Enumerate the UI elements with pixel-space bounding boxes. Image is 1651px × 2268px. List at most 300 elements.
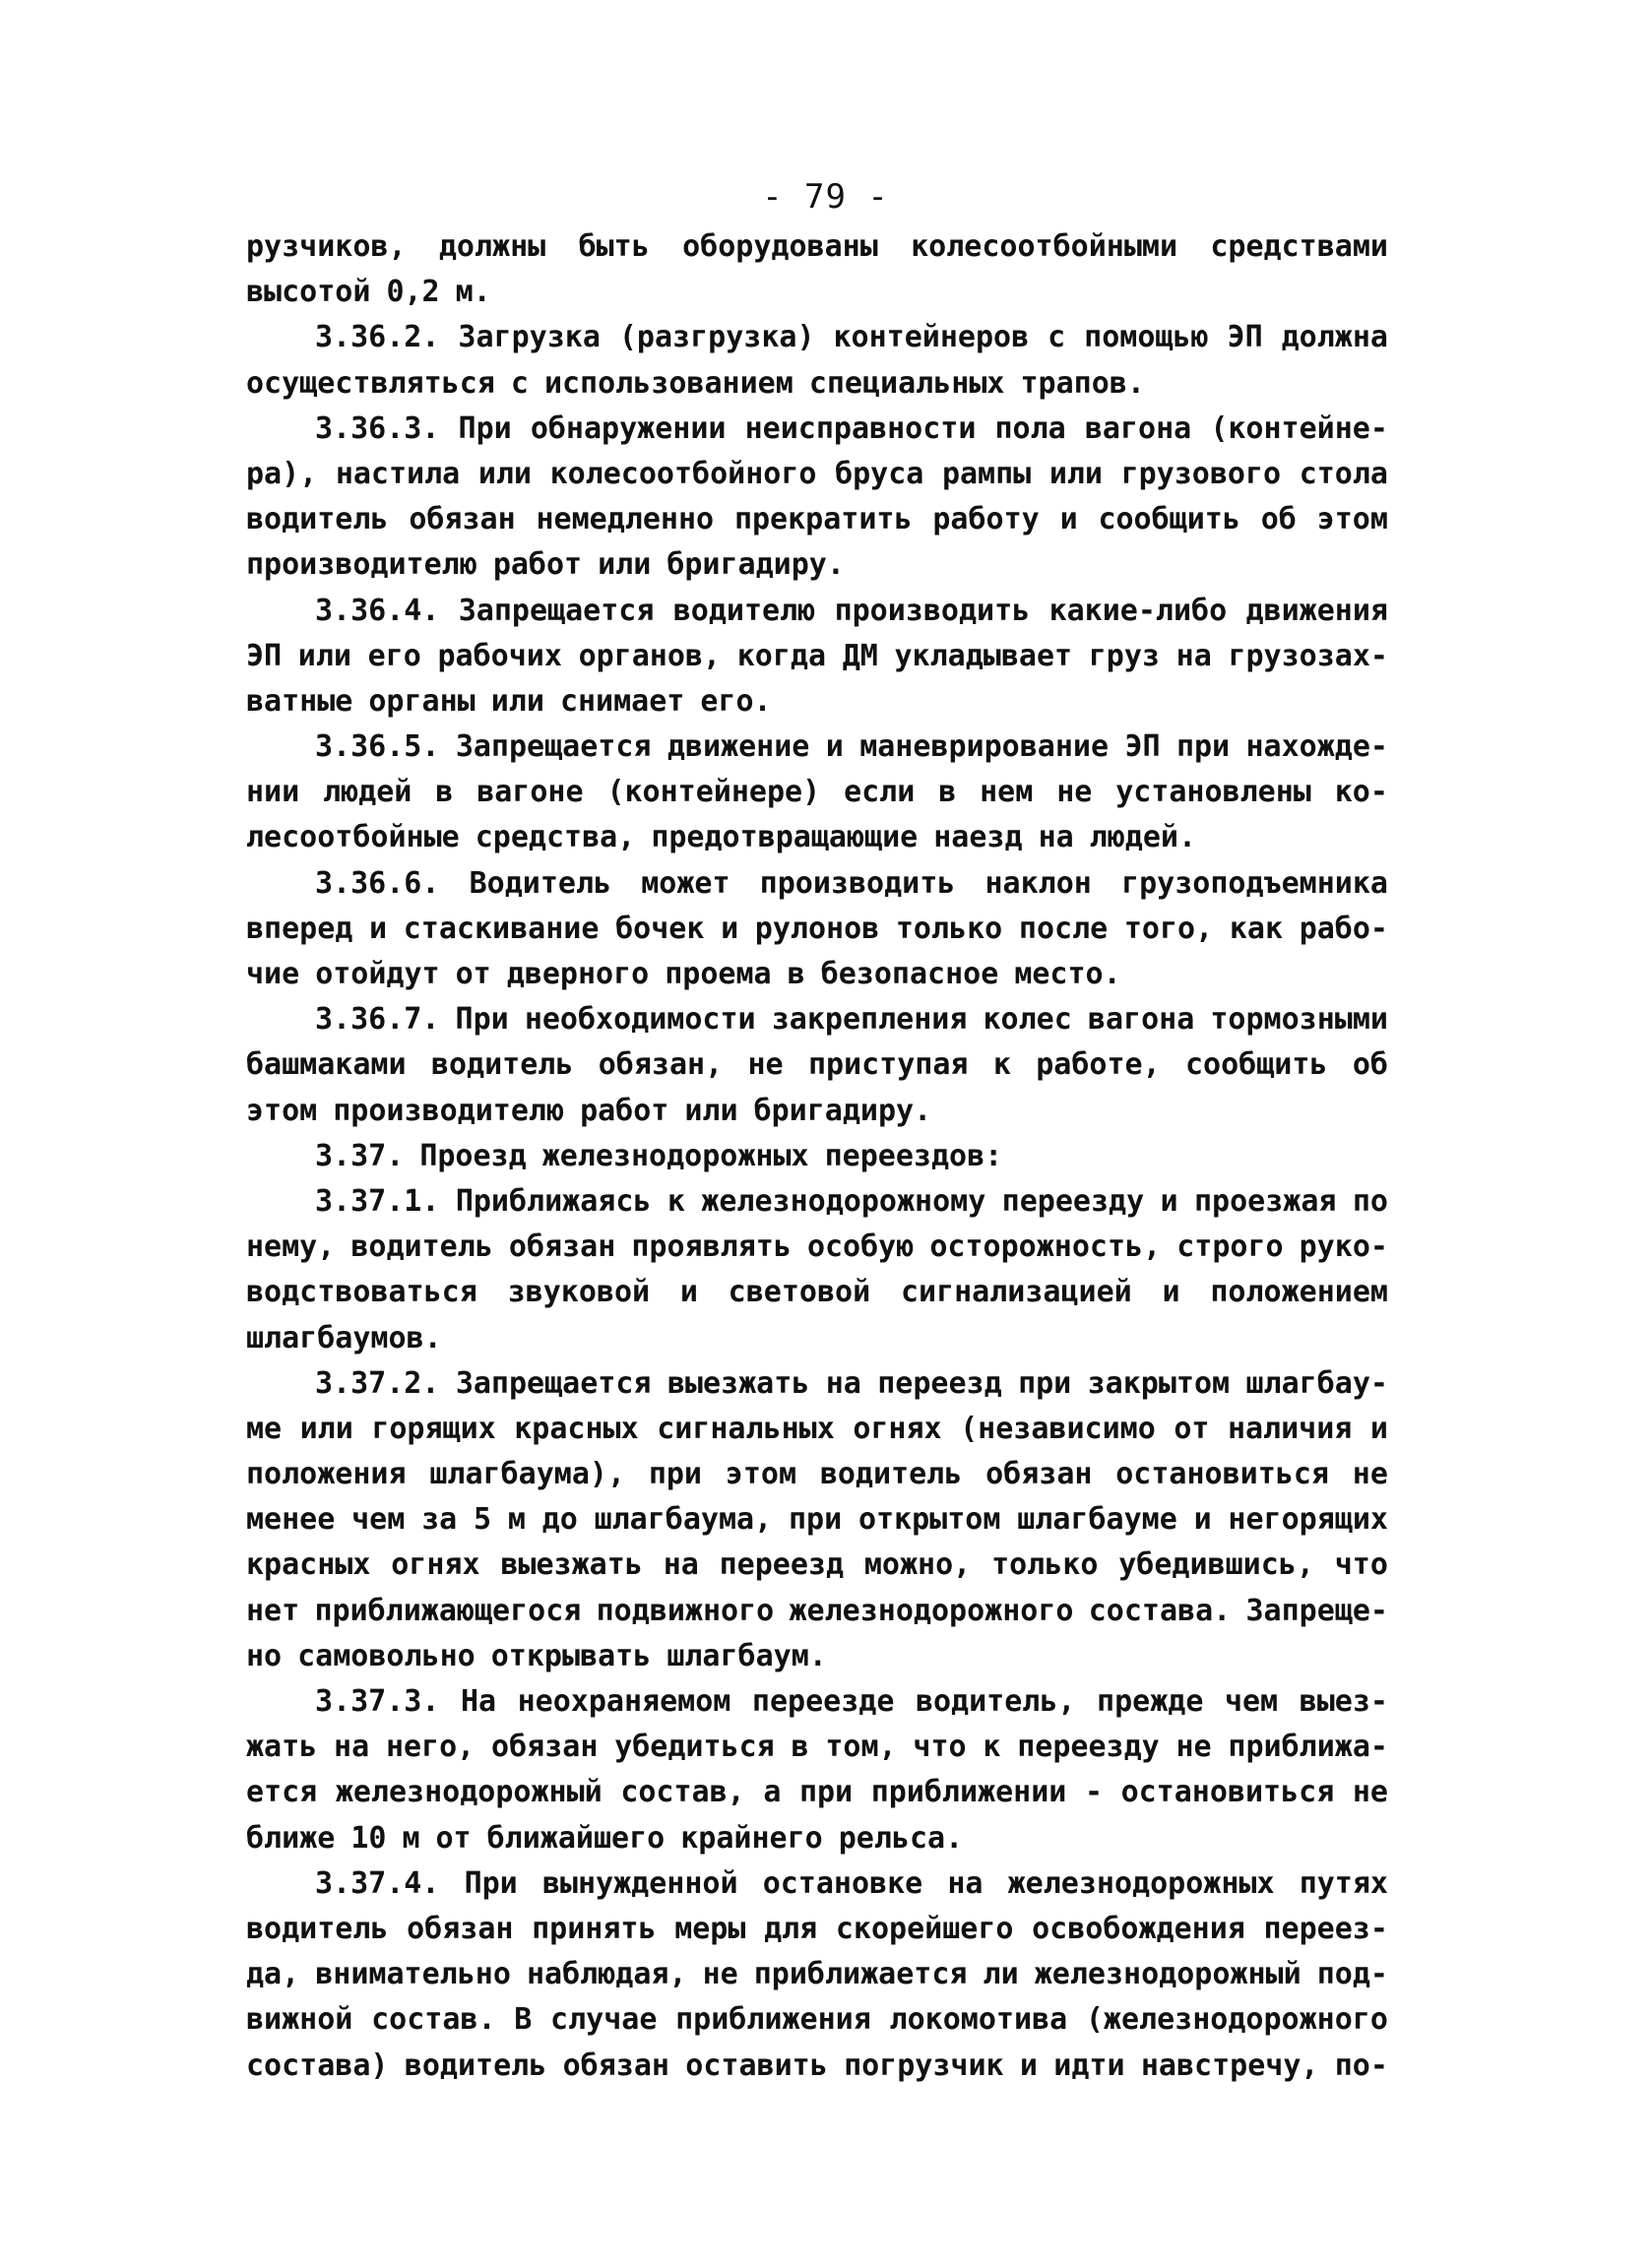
word: при [1175,729,1231,765]
word: пола [994,410,1066,446]
text-line [246,315,1388,360]
word: к [983,1730,1001,1765]
word: 3.36.6. [315,865,440,901]
word: менее [246,1502,336,1538]
word: приближающегося [314,1593,582,1628]
word: - [1084,1775,1103,1810]
word: нему, [246,1229,336,1265]
word: вагона [1084,410,1192,446]
word: после [1018,911,1109,946]
word: 3.36.7. [315,1002,440,1038]
word: и [1059,502,1078,537]
text-line [246,1997,1388,2043]
word: вижной [246,2002,353,2038]
word: водителю [672,593,816,628]
word: железнодорожный [1034,1957,1302,1992]
word: приближении [870,1775,1067,1810]
word: не [702,1957,738,1992]
word: с [1048,320,1066,355]
word: сигнализацией [900,1275,1132,1310]
word: не [1056,775,1093,810]
word: не [1352,1457,1388,1492]
word: подвижного [596,1593,775,1628]
word: обязан [491,1730,599,1765]
word: этом [1316,502,1388,537]
word: 5 [473,1502,492,1538]
word: наблюдая, [526,1957,687,1992]
text-line [246,1452,1388,1497]
word: путях [1299,1865,1388,1901]
word: ближе [246,1820,336,1856]
word: нет [246,1593,300,1628]
word: огнях [391,1547,480,1583]
text-line [246,1725,1388,1770]
word: приближа- [1228,1730,1388,1765]
word: производить [834,593,1031,628]
word: об [1352,1047,1388,1083]
word: положения [246,1457,407,1492]
word: и [825,729,844,765]
word: ДМ [842,638,878,673]
word: открытом [857,1502,1001,1538]
word: железнодорожных [1007,1865,1275,1901]
word: рабочих [437,638,562,673]
text-line [246,1179,1388,1225]
word: чем [1224,1684,1279,1719]
word: приступая [807,1047,969,1083]
word: вперед [246,911,353,946]
word: бруса [835,456,924,491]
word: проявлять [631,1229,792,1265]
word: убедиться [614,1730,775,1765]
word: на [1038,820,1074,855]
word: сообщить [1098,502,1240,537]
word: в [435,775,454,810]
word: ли [983,1957,1019,1992]
text-line [246,1816,1388,1861]
word: грузозах- [1228,638,1388,673]
word: при [798,1775,854,1810]
word: 3.37. [315,1138,405,1173]
word: и [1162,1275,1180,1310]
word: работе, [1036,1047,1161,1083]
word: 10 [350,1820,387,1856]
word: шлагбау- [1245,1365,1388,1401]
word: какие-либо [1048,593,1228,628]
word: настила [335,456,461,491]
word: Проезд [419,1138,527,1173]
word: переезду [1017,1730,1160,1765]
word: должны [438,229,546,264]
word: при [1018,1365,1072,1401]
word: на [334,1730,370,1765]
word: маневрирование [859,729,1110,765]
word: вагона [1087,1002,1195,1038]
word: состава. [1088,1593,1232,1628]
word: рулонов [754,911,880,946]
word: 3.37.4. [315,1865,440,1901]
word: за [421,1502,458,1538]
word: снимает [559,683,685,719]
word: можно, [863,1547,972,1583]
word: до [541,1502,578,1538]
word: прекратить [733,502,913,537]
text-line [246,1634,1388,1679]
word: средства, [475,820,636,855]
word: установлены [1115,775,1311,810]
word: Водитель [469,865,612,901]
word: ватные [246,683,353,719]
text-line [246,1770,1388,1815]
word: бригадиру. [667,547,845,583]
word: нахожде- [1245,729,1388,765]
text-line [246,634,1388,679]
word: прежде [1097,1684,1204,1719]
word: на [663,1547,699,1583]
word: водитель [350,1229,493,1265]
word: неохраняемом [517,1684,731,1719]
word: Запрещается [458,593,655,628]
word: только [991,1547,1099,1583]
word: шлагбауме [1017,1502,1177,1538]
word: м [507,1502,526,1538]
word: огнях [853,1411,942,1446]
word: бригадиру. [753,1093,932,1128]
text-line [246,724,1388,770]
word: его [367,638,421,673]
word: шлагбаума), [429,1457,626,1492]
word: оборудованы [682,229,878,264]
word: лесоотбойные [246,820,460,855]
word: использованием [543,365,794,401]
word: приближается [753,1957,968,1992]
word: закрепления [771,1002,968,1038]
word: освобождения [1032,1911,1245,1946]
word: неисправности [744,410,977,446]
word: дверного [506,957,650,991]
word: отойдут [315,957,440,991]
word: сигнальных [657,1411,835,1446]
word: выезжать [667,1365,810,1401]
word: меры [674,1911,746,1946]
word: при [648,1457,702,1492]
word: 3.37.2. [315,1365,440,1401]
word: случае [550,2002,658,2038]
text-line [246,997,1388,1042]
word: красных [514,1411,639,1446]
word: переезде [751,1684,895,1719]
text-line [246,497,1388,542]
word: башмаками [246,1047,407,1083]
word: с [510,365,529,401]
text-line [246,2044,1388,2089]
text-line [246,1270,1388,1315]
word: ЭП [1227,320,1263,355]
word: контейнеров [833,320,1030,355]
word: водитель [430,1047,574,1083]
word: Загрузка [458,320,601,355]
word: груз [1088,638,1160,673]
word: остановке [762,1865,923,1901]
text-line [246,1134,1388,1179]
word: водитель [246,502,389,537]
word: 3.37.3. [315,1684,440,1719]
word: чем [351,1502,406,1538]
word: работ [580,1093,669,1128]
word: При [455,1002,509,1038]
word: и [1369,1411,1388,1446]
word: 3.36.5. [315,729,440,765]
word: положением [1210,1275,1388,1310]
word: к [992,1047,1011,1083]
word: проезжая [1193,1183,1337,1219]
text-line [246,407,1388,452]
word: наклон [984,865,1092,901]
word: того, [1123,911,1214,946]
word: к [667,1183,685,1219]
word: проема [665,957,772,991]
word: Запреще- [1245,1593,1388,1628]
word: самовольно [297,1638,476,1673]
word: обязан [562,2048,669,2083]
word: от [455,957,491,991]
word: органы [368,683,476,719]
word: наличия [1227,1411,1353,1446]
word: осторожность, [929,1229,1162,1265]
word: жать [246,1730,318,1765]
word: особую [806,1229,915,1265]
word: в [791,1730,809,1765]
word: При [458,410,512,446]
word: 0,2 [386,275,440,310]
word: когда [736,638,827,673]
word: водитель, [915,1684,1076,1719]
word: рузчиков, [246,229,407,264]
word: производителю [333,1093,565,1128]
word: или [598,547,652,583]
word: специальных [808,365,1005,401]
word: ко- [1334,775,1388,810]
word: ближайшего [486,1820,666,1856]
word: от [1174,1411,1210,1446]
word: м. [455,275,491,310]
word: трапов. [1020,365,1145,401]
word: горящих [371,1411,496,1446]
word: ЭП [246,638,283,673]
word: При [464,1865,518,1901]
word: навстречу, [1140,2048,1319,2083]
word: и [721,911,739,946]
word: Приближаясь [455,1183,652,1219]
word: рельса. [838,1820,964,1856]
text-line [246,1543,1388,1588]
text-line [246,542,1388,588]
word: помощью [1084,320,1209,355]
word: обнаружении [530,410,727,446]
word: грузового [1120,456,1282,491]
text-line [246,1225,1388,1270]
word: ЭП [1124,729,1161,765]
text-line [246,1861,1388,1907]
word: локомотива [889,2002,1068,2038]
word: переездов: [824,1138,1003,1173]
word: идти [1053,2048,1125,2083]
word: при [788,1502,843,1538]
word: (разгрузка) [618,320,815,355]
word: не [1352,1775,1388,1810]
word: оставить [685,2048,828,2083]
word: наезд [933,820,1023,855]
word: стола [1299,456,1388,491]
word: движения [1245,593,1388,628]
word: погрузчик [844,2048,1004,2083]
text-line [246,1679,1388,1725]
word: или [1048,456,1103,491]
word: или [299,1411,353,1446]
text-line [246,589,1388,634]
word: выез- [1299,1684,1388,1719]
word: обязан [508,1229,616,1265]
text-line [246,907,1388,952]
word: ме [246,1411,283,1446]
text-line [246,1089,1388,1134]
word: и [1193,1502,1212,1538]
word: от [435,1820,472,1856]
word: убедившись, [1118,1547,1314,1583]
word: крайнего [680,1820,823,1856]
word: да, [246,1957,300,1992]
body-text [246,224,1388,2089]
word: водитель [246,1911,389,1946]
text-line [246,1589,1388,1634]
word: не [1175,1730,1212,1765]
word: ется [246,1775,318,1810]
word: этом [246,1093,318,1128]
word: 3.36.2. [315,320,440,355]
word: людей. [1089,820,1197,855]
word: (контейнере) [606,775,821,810]
word: шлагбаум. [667,1638,827,1673]
word: звуковой [507,1275,651,1310]
word: закрытом [1087,1365,1231,1401]
text-line [246,1952,1388,1997]
word: вынужденной [541,1865,738,1901]
word: об [1260,502,1297,537]
text-line [246,452,1388,497]
text-line [246,1907,1388,1952]
word: шлагбаумов. [246,1320,442,1355]
word: остановиться [1120,1775,1335,1810]
word: 3.37.1. [315,1183,440,1219]
word: обязан [409,502,516,537]
word: в [787,957,805,991]
word: световой [728,1275,871,1310]
word: в [938,775,957,810]
word: и [369,911,388,946]
word: 3.36.4. [315,593,440,628]
word: грузоподъемника [1121,865,1388,901]
word: На [460,1684,497,1719]
word: необходимости [524,1002,756,1038]
word: (независимо [960,1411,1156,1446]
text-line [246,1361,1388,1407]
text-line [246,952,1388,997]
word: переезд [719,1547,845,1583]
word: скорейшего [835,1911,1014,1946]
word: средствами [1210,229,1388,264]
word: 3.36.3. [315,410,440,446]
word: колес [983,1002,1072,1038]
word: (железнодорожного [1085,2002,1388,2038]
word: движение [667,729,810,765]
word: только [895,911,1003,946]
word: что [913,1730,967,1765]
word: состав, [620,1775,745,1810]
word: состава) [246,2048,389,2083]
word: водитель [819,1457,963,1492]
word: безопасное [820,957,999,991]
word: по [1352,1183,1388,1219]
word: органов, [578,638,722,673]
word: том, [825,1730,897,1765]
word: приближения [675,2002,871,2038]
word: чие [246,957,300,991]
word: водитель [404,2048,547,2083]
word: шлагбаума, [594,1502,773,1538]
word: работу [932,502,1040,537]
word: состав. [371,2002,496,2038]
word: под- [1316,1957,1388,1992]
word: него, [385,1730,476,1765]
word: Запрещается [455,729,652,765]
word: стаскивание [403,911,600,946]
text-line [246,1316,1388,1361]
text-line [246,1042,1388,1088]
word: вагоне [476,775,584,810]
word: или [297,638,351,673]
word: как [1229,911,1284,946]
word: по- [1334,2048,1388,2083]
word: железнодорожного [789,1593,1074,1628]
word: и [1160,1183,1178,1219]
word: что [1334,1547,1388,1583]
word: на [947,1865,984,1901]
word: внимательно [315,1957,511,1992]
word: должна [1281,320,1388,355]
word: предотвращающие [651,820,919,855]
word: (контейне- [1210,410,1388,446]
word: переезд [877,1365,1002,1401]
word: производить [759,865,956,901]
word: немедленно [536,502,715,537]
word: производителю [246,547,477,583]
word: принять [532,1911,657,1946]
word: обязан [407,1911,514,1946]
text-line [246,270,1388,315]
word: рабо- [1299,911,1388,946]
word: но [246,1638,283,1673]
text-line [246,1497,1388,1543]
word: а [763,1775,782,1810]
word: нии [246,775,300,810]
word: если [844,775,916,810]
word: железнодорожный [335,1775,603,1810]
word: водствоваться [246,1275,477,1310]
word: или [684,1093,738,1128]
word: место. [1014,957,1121,991]
text-line [246,861,1388,907]
word: остановиться [1115,1457,1329,1492]
